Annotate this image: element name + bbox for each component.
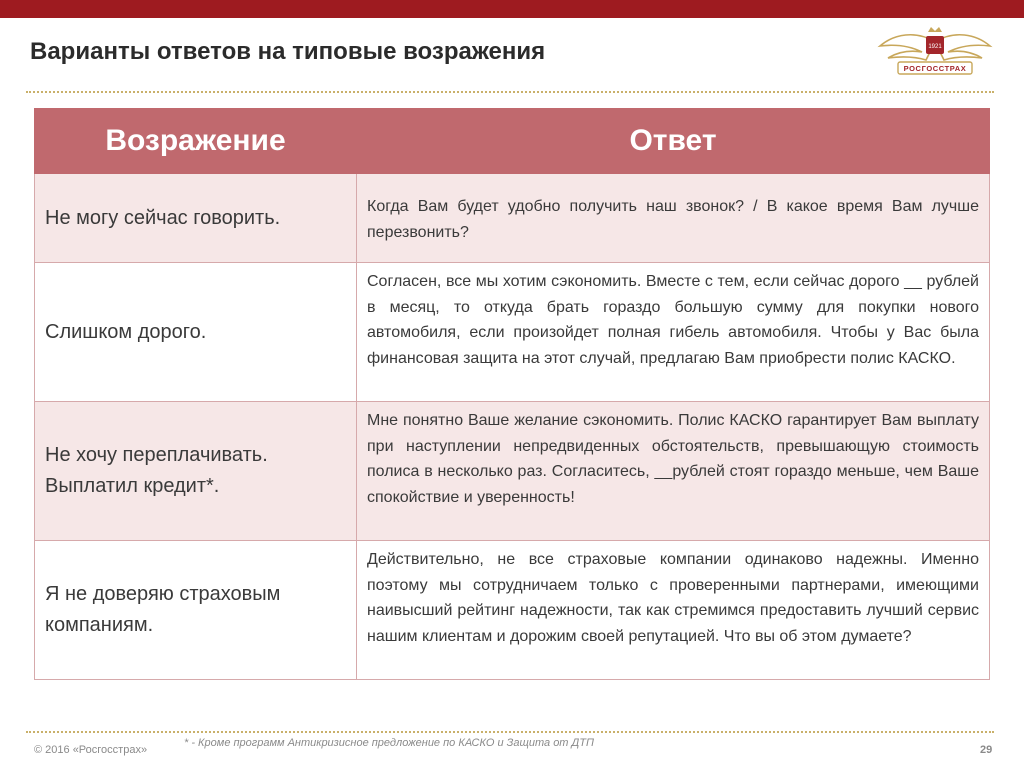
header-answer: Ответ bbox=[357, 109, 990, 174]
objection-cell: Я не доверяю страховым компаниям. bbox=[35, 541, 357, 680]
answer-cell: Действительно, не все страховые компании одинаково надежны. Именно поэтому мы сотрудничаем только с проверенными партнерами, имеющими наивысший рейтинг надежности, так как стремимся предоставить лучший сервис нашим клиентам и дорожим своей репутацией. Что вы об этом думаете? bbox=[357, 541, 990, 680]
rosgosstrakh-logo bbox=[876, 24, 994, 80]
table-row bbox=[35, 174, 990, 263]
slide-title: Варианты ответов на типовые возражения bbox=[30, 38, 546, 65]
logo-text: РОСГОССТРАХ bbox=[903, 64, 967, 73]
objections-table bbox=[34, 108, 990, 680]
table-header-row bbox=[35, 109, 990, 174]
header-objection: Возражение bbox=[35, 109, 357, 174]
top-accent-bar bbox=[0, 0, 1024, 18]
objection-cell: Не хочу переплачивать. Выплатил кредит*. bbox=[35, 402, 357, 541]
header-divider bbox=[26, 91, 994, 93]
table-row bbox=[35, 402, 990, 541]
logo-year: 1921 bbox=[928, 44, 942, 50]
page-number: 29 bbox=[980, 744, 993, 756]
table-row bbox=[35, 263, 990, 402]
answer-cell: Согласен, все мы хотим сэкономить. Вместе с тем, если сейчас дорого __ рублей в месяц, то откуда брать гораздо большую сумму для покупки нового автомобиля, если произойдет полная гибель автомобиля. Чтобы у Вас была финансовая защита на этот случай, предлагаю Вам приобрести полис КАСКО. bbox=[357, 263, 990, 402]
objection-cell: Не могу сейчас говорить. bbox=[35, 174, 357, 263]
table-row bbox=[35, 541, 990, 680]
copyright: © 2016 «Росгосстрах» bbox=[34, 744, 148, 756]
answer-cell: Когда Вам будет удобно получить наш звонок? / В какое время Вам лучше перезвонить? bbox=[357, 174, 990, 263]
footer-divider bbox=[26, 731, 994, 733]
footnote: * - Кроме программ Антикризисное предложение по КАСКО и Защита от ДТП bbox=[184, 737, 594, 749]
objection-cell: Слишком дорого. bbox=[35, 263, 357, 402]
answer-cell: Мне понятно Ваше желание сэкономить. Полис КАСКО гарантирует Вам выплату при наступлении непредвиденных обстоятельств, превышающую стоимость полиса в несколько раз. Согласитесь, __рублей стоят гораздо меньше, чем Ваше спокойствие и уверенность! bbox=[357, 402, 990, 541]
